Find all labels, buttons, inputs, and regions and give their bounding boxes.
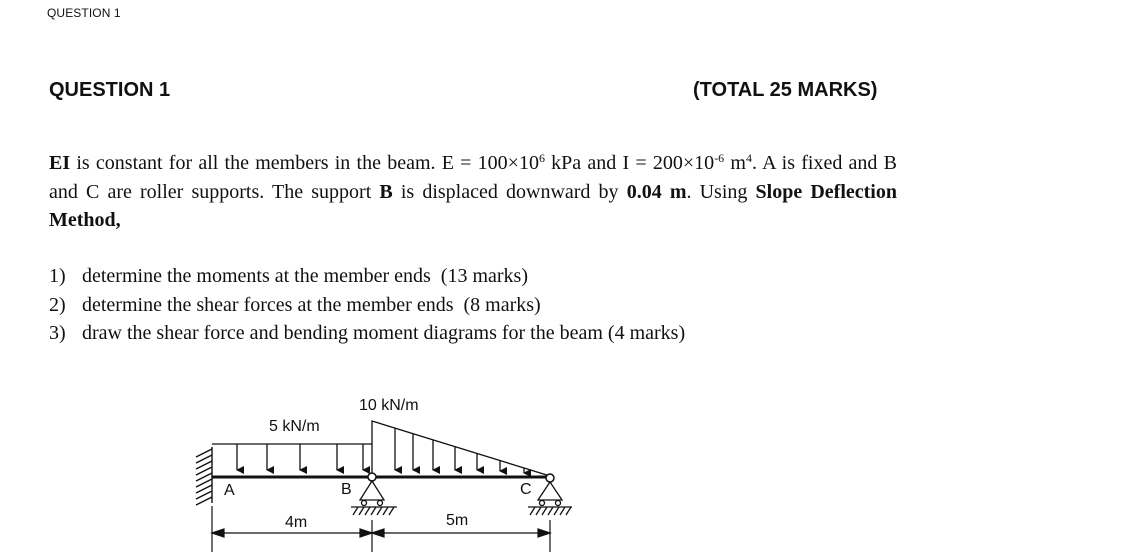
statement-text-1: is constant for all the members in the beam. E = 100×10 [70, 152, 539, 174]
list-item-number: 3) [49, 322, 66, 344]
label-b: B [341, 481, 352, 498]
triangular-load [372, 421, 550, 476]
support-b-term: B [379, 180, 393, 203]
displacement-value: 0.04 m [626, 180, 687, 203]
hinge-c [546, 474, 554, 482]
list-item-text: determine the shear forces at the member ends (8 marks) [82, 293, 541, 316]
dimension-lines [212, 506, 550, 552]
total-marks: (TOTAL 25 MARKS) [693, 79, 878, 101]
span-ab-label: 4m [285, 514, 308, 531]
method-name: Slope Deflection Method, [49, 180, 897, 231]
exponent-e: 6 [538, 151, 545, 165]
list-item-number: 2) [49, 293, 66, 316]
statement-text-5: is displaced downward by [392, 180, 627, 203]
span-bc-label: 5m [446, 512, 469, 529]
question-title: QUESTION 1 [49, 79, 171, 101]
roller-support-b [351, 481, 397, 515]
fixed-support-a [196, 447, 212, 505]
roller-support-c [528, 482, 572, 515]
ei-term: EI [49, 152, 71, 174]
statement-text-3: m [724, 152, 746, 174]
uniform-load-label: 5 kN/m [269, 418, 320, 435]
list-item-text: determine the moments at the member ends (13 marks) [82, 265, 528, 287]
triangular-load-label: 10 kN/m [359, 397, 419, 414]
breadcrumb: QUESTION 1 [47, 6, 121, 20]
statement-text-2: kPa and I = 200×10 [544, 152, 715, 174]
statement-text-6: . Using [686, 180, 756, 203]
statement-text-4: . A is fixed and B and C are roller supports. The support [49, 152, 897, 203]
list-item-text: draw the shear force and bending moment diagrams for the beam (4 marks) [82, 322, 686, 344]
label-c: C [520, 481, 532, 498]
uniform-load [212, 444, 372, 470]
label-a: A [224, 482, 235, 499]
exponent-i: -6 [714, 151, 725, 165]
exponent-m: 4 [745, 151, 752, 165]
list-item-number: 1) [49, 265, 66, 287]
